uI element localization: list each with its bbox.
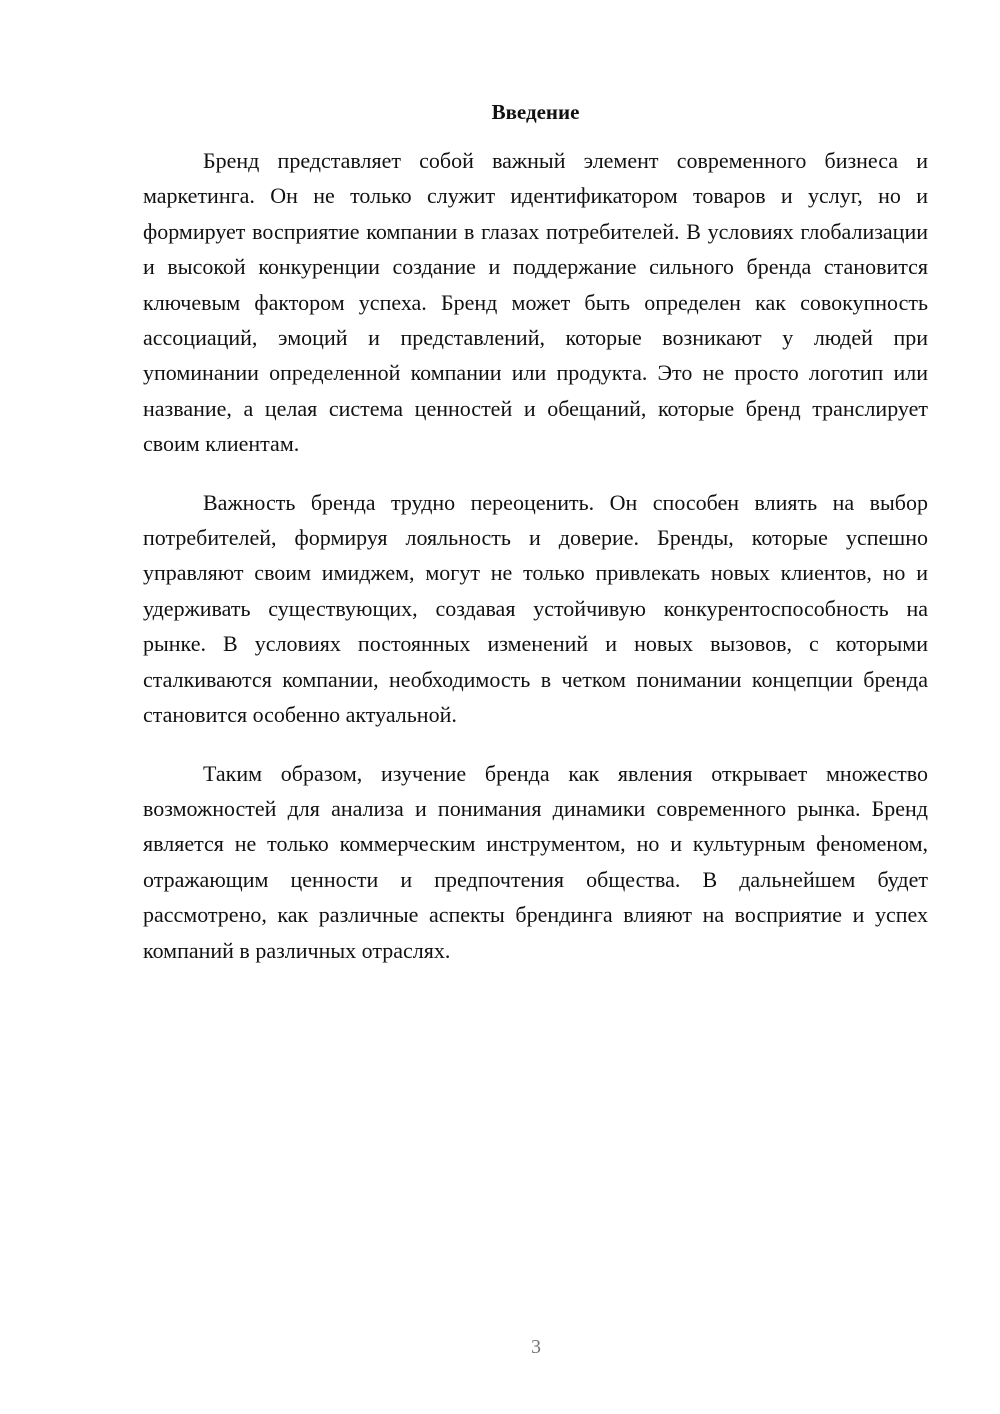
document-body [143,143,928,991]
page-number: 3 [531,1336,541,1358]
paragraph-3: Таким образом, изучение бренда как явления открывает множество возможностей для анализа и понимания динамики современного рынка. Бренд является не только коммерческим инструментом, но и культурным феноменом, отражающим ценности и предпочтения общества. В дальнейшем будет рассмотрено, как различные аспекты брендинга влияют на восприятие и успех компаний в различных отраслях. [143,760,928,963]
section-heading: Введение [491,100,580,124]
paragraph-1: Бренд представляет собой важный элемент современного бизнеса и маркетинга. Он не только служит идентификатором товаров и услуг, но и формирует восприятие компании в глазах потребителей. В условиях глобализации и высокой конкуренции создание и поддержание сильного бренда становится ключевым фактором успеха. Бренд может быть определен как совокупность ассоциаций, эмоций и представлений, которые возникают у людей при упоминании определенной компании или продукта. Это не просто логотип или название, а целая система ценностей и обещаний, которые бренд транслирует своим клиентам. [143,148,928,457]
paragraph-2: Важность бренда трудно переоценить. Он способен влиять на выбор потребителей, формируя лояльность и доверие. Бренды, которые успешно управляют своим имиджем, могут не только привлекать новых клиентов, но и удерживать существующих, создавая устойчивую конкурентоспособность на рынке. В условиях постоянных изменений и новых вызовов, с которыми сталкиваются компании, необходимость в четком понимании концепции бренда становится особенно актуальной. [143,489,928,728]
